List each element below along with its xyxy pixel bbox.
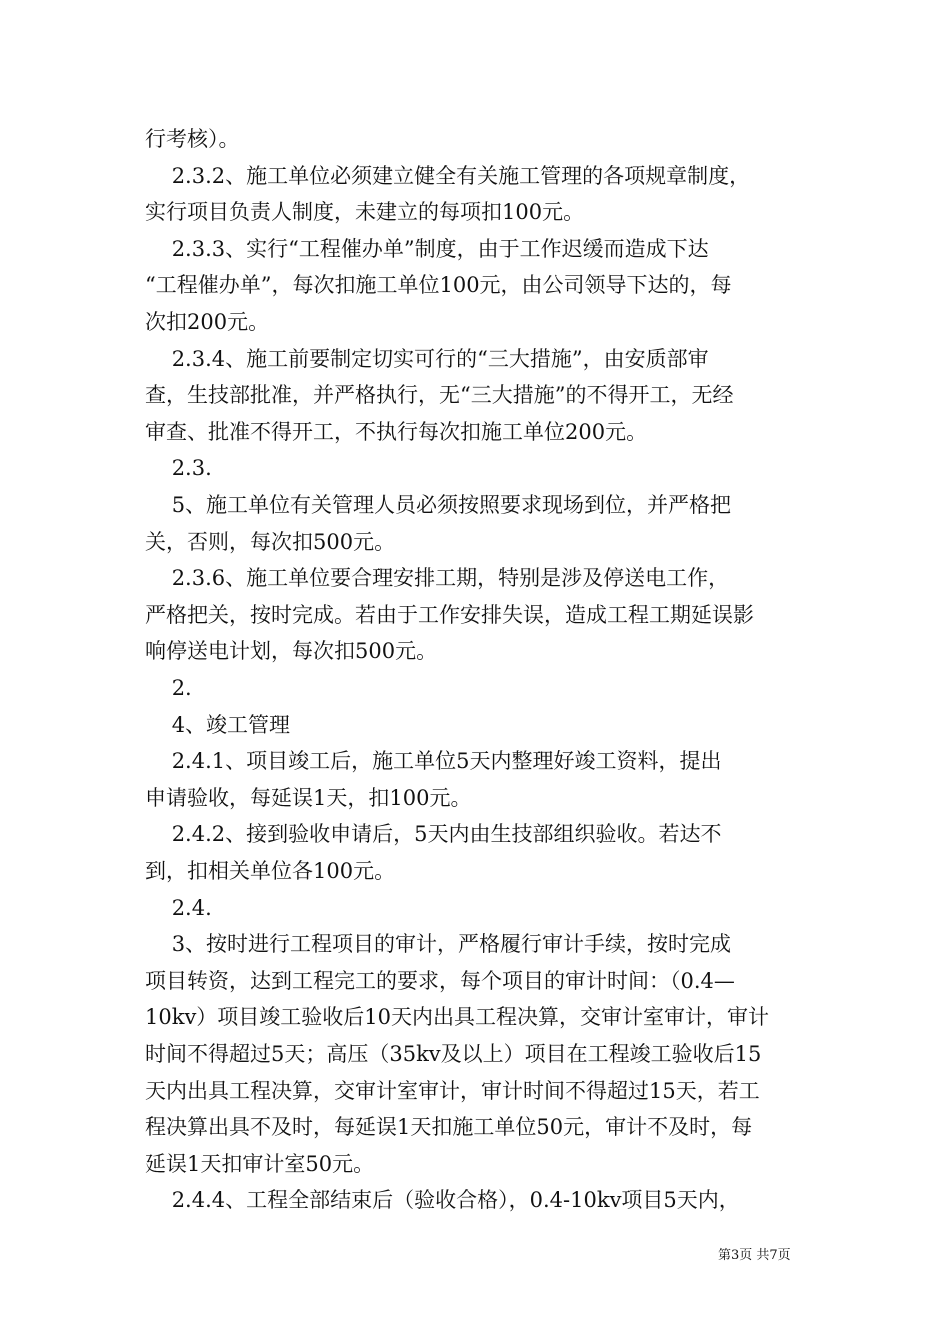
text-line: 申请验收，每延误1天，扣100元。 [145,786,472,810]
text-line: 3、按时进行工程项目的审计，严格履行审计手续，按时完成 [145,932,732,956]
text-line: 2.3.2、施工单位必须建立健全有关施工管理的各项规章制度， [145,164,751,188]
text-line: 项目转资，达到工程完工的要求，每个项目的审计时间：（0.4— [145,969,735,993]
text-line: 2.4.1、项目竣工后，施工单位5天内整理好竣工资料，提出 [145,749,722,773]
text-line: 2.4.4、工程全部结束后（验收合格），0.4-10kv项目5天内， [145,1188,740,1212]
page-footer: 第3页 共7页 [718,1248,791,1263]
text-line: 2.4.2、接到验收申请后，5天内由生技部组织验收。若达不 [145,822,722,846]
text-line: 关，否则，每次扣500元。 [145,530,396,554]
text-line: 实行项目负责人制度，未建立的每项扣100元。 [145,200,585,224]
text-line: 行考核）。 [145,127,240,151]
text-line: 审查、批准不得开工，不执行每次扣施工单位200元。 [145,420,648,444]
text-line: 2.4. [145,896,212,920]
text-line: 天内出具工程决算，交审计室审计，审计时间不得超过15天，若工 [145,1079,760,1103]
text-line: 到，扣相关单位各100元。 [145,859,396,883]
text-line: 2.3.4、施工前要制定切实可行的“三大措施”，由安质部审 [145,347,709,371]
text-line: 严格把关，按时完成。若由于工作安排失误，造成工程工期延误影 [145,603,754,627]
text-line: 10kv）项目竣工验收后10天内出具工程决算，交审计室审计，审计 [145,1005,770,1029]
text-line: 次扣200元。 [145,310,270,334]
text-line: 4、竣工管理 [145,713,291,737]
text-line: 5、施工单位有关管理人员必须按照要求现场到位，并严格把 [145,493,732,517]
text-line: 程决算出具不及时，每延误1天扣施工单位50元，审计不及时，每 [145,1115,753,1139]
text-line: 延误1天扣审计室50元。 [145,1152,375,1176]
text-line: “工程催办单”，每次扣施工单位100元，由公司领导下达的，每 [145,273,732,297]
text-line: 时间不得超过5天；高压（35kv及以上）项目在工程竣工验收后15 [145,1042,762,1066]
text-line: 查，生技部批准，并严格执行，无“三大措施”的不得开工，无经 [145,383,734,407]
text-line: 2.3.6、施工单位要合理安排工期，特别是涉及停送电工作， [145,566,730,590]
text-line: 2. [145,676,192,700]
text-line: 2.3. [145,456,212,480]
text-line: 2.3.3、实行“工程催办单”制度，由于工作迟缓而造成下达 [145,237,709,261]
text-line: 响停送电计划，每次扣500元。 [145,639,438,663]
